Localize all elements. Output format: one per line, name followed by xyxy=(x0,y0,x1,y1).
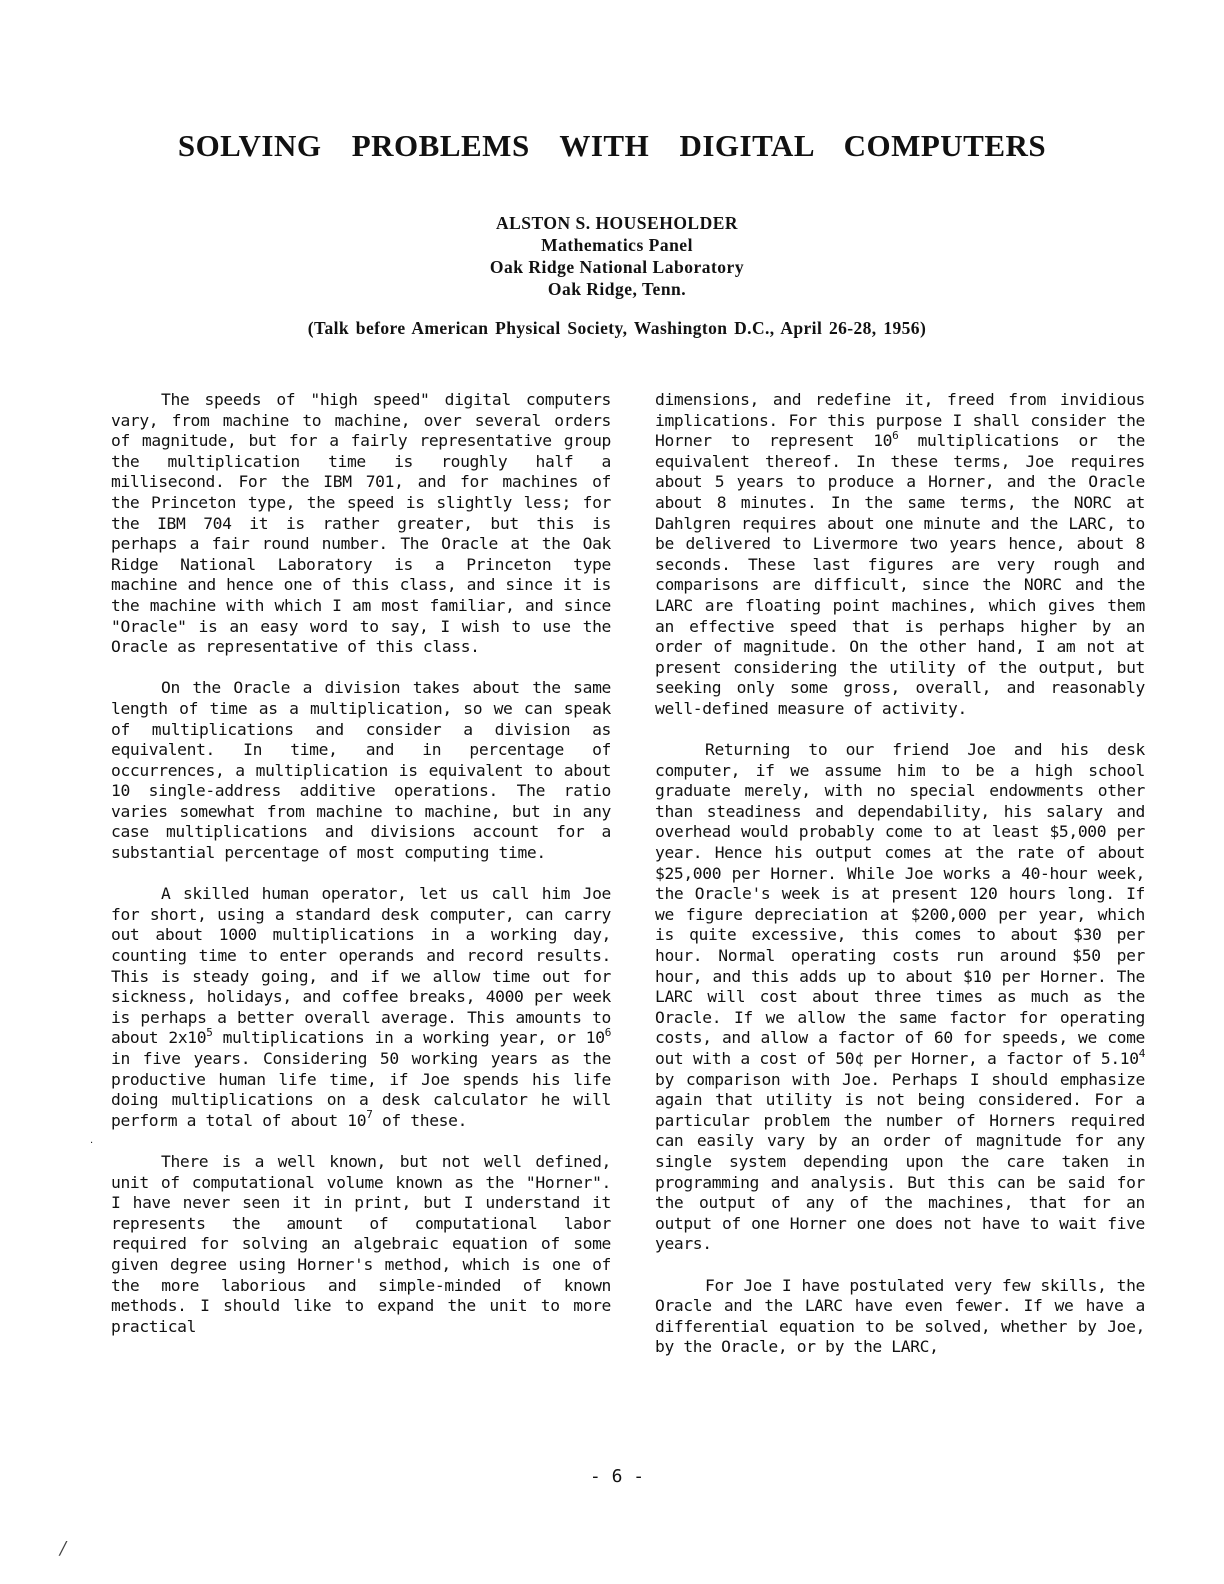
text-segment: multiplications or the equivalent thereof. In these terms, Joe requires about 5 years to produce a Horner, and the Oracle about 8 minutes. In the same terms, the NORC at Dahlgren requires about one minute and the LARC, to be delivered to Livermore two years hence, about 8 seconds. These last figures are very rough and comparisons are difficult, since the NORC and the LARC are floating point machines, which gives them an effective speed that is perhaps higher by an order of magnitude. On the other hand, I am not at present considering the utility of the output, but seeking only some gross, overall, and reasonably well-defined measure of activity. xyxy=(655,431,1146,718)
exponent: 4 xyxy=(1138,1046,1145,1060)
text-segment: by comparison with Joe. Perhaps I should emphasize again that utility is not being considered. For a particular problem the number of Horners required can easily vary by an order of magnitude for any single system depending upon the care taken in programming and analysis. But this can be said for the output of any of the machines, that for an output of one Horner one does not have to wait five years. xyxy=(655,1069,1145,1254)
paragraph-skills: For Joe I have postulated very few skills, the Oracle and the LARC have even fewer. If we have a differential equation to be solved, whether by Joe, by the Oracle, or by the LARC, xyxy=(655,1275,1145,1357)
page-title: SOLVING PROBLEMS WITH DIGITAL COMPUTERS xyxy=(177,128,1047,163)
author-name: ALSTON S. HOUSEHOLDER xyxy=(495,213,739,233)
text-segment: dimensions, and redefine it, freed from invidious implications. For this purpose I shall consider the Horner to represent 10 xyxy=(655,390,1145,451)
text-segment: Returning to our friend Joe and his desk computer, if we assume him to be a high school graduate merely, with no special endowments other than steadiness and dependability, his salary and overhead would probably come to at least $5,000 per year. Hence his output comes at the rate of about $25,000 per Horner. While Joe works a 40-hour week, the Oracle's week is at present 120 hours long. If we figure depreciation at $200,000 per year, which is quite excessive, this comes to about $30 per hour. Normal operating costs run around $50 per hour, and this adds up to about $10 per Horner. The LARC will cost about three times as much as the Oracle. If we allow the same factor for operating costs, and allow a factor of 60 for speeds, we come out with a cost of 50¢ per Horner, a factor of 5.10 xyxy=(655,740,1145,1068)
author-affiliation-lab: Oak Ridge National Laboratory xyxy=(489,257,745,277)
paragraph-horner-unit: There is a well known, but not well defined, unit of computational volume known as the "Horner". I have never seen it in print, but I understand it represents the amount of computational labor required for solving an algebraic equation of some given degree using Horner's method, which is one of the more laborious and simple-minded of known methods. I should like to expand the unit to more practical xyxy=(111,1151,611,1336)
talk-note: (Talk before American Physical Society, Washington D.C., April 26-28, 1956) xyxy=(307,318,927,338)
paragraph-division: On the Oracle a division takes about the same length of time as a multiplication, so we can speak of multiplications and consider a division as equivalent. In time, and in percentage of occurrences, a multiplication is equivalent to about 10 single-address additive operations. The ratio varies somewhat from machine to machine, but in any case multiplications and divisions account for a substantial percentage of most computing time. xyxy=(111,678,611,863)
text-segment: in five years. Considering 50 working years as the productive human life time, if Joe spends his life doing multiplications on a desk calculator he will perform a total of about 10 xyxy=(111,1049,611,1130)
author-location: Oak Ridge, Tenn. xyxy=(547,279,687,299)
page-number: - 6 - xyxy=(589,1466,645,1487)
author-affiliation-panel: Mathematics Panel xyxy=(541,235,693,255)
stray-dot-mark: · xyxy=(90,1138,94,1149)
paragraph-horner-definition xyxy=(655,390,1145,720)
text-segment: of these. xyxy=(372,1110,468,1130)
paragraph-speeds: The speeds of "high speed" digital computers vary, from machine to machine, over several orders of magnitude, but for a fairly representative group the multiplication time is roughly half a millisecond. For the IBM 701, and for machines of the Princeton type, the speed is slightly less; for the IBM 704 it is rather greater, but this is perhaps a fair round number. The Oracle at the Oak Ridge National Laboratory is a Princeton type machine and hence one of this class, and since it is the machine with which I am most familiar, and since "Oracle" is an easy word to say, I wish to use the Oracle as representative of this class. xyxy=(111,390,611,657)
paragraph-cost-comparison xyxy=(655,740,1145,1255)
text-segment: multiplications in a working year, or 10 xyxy=(212,1028,605,1048)
exponent: 5 xyxy=(206,1025,213,1039)
stray-pencil-mark: / xyxy=(60,1538,67,1559)
paragraph-human-operator xyxy=(111,884,611,1131)
exponent: 7 xyxy=(366,1108,373,1122)
exponent: 6 xyxy=(604,1025,611,1039)
left-column xyxy=(111,390,611,1358)
right-column xyxy=(655,390,1145,1379)
exponent: 6 xyxy=(892,428,899,442)
author-block xyxy=(0,212,1224,300)
text-segment: A skilled human operator, let us call him Joe for short, using a standard desk computer, can carry out about 1000 multiplications in a working day, counting time to enter operands and record results. This is steady going, and if we allow time out for sickness, holidays, and coffee breaks, 4000 per week is perhaps a better overall average. This amounts to about 2x10 xyxy=(111,884,611,1048)
